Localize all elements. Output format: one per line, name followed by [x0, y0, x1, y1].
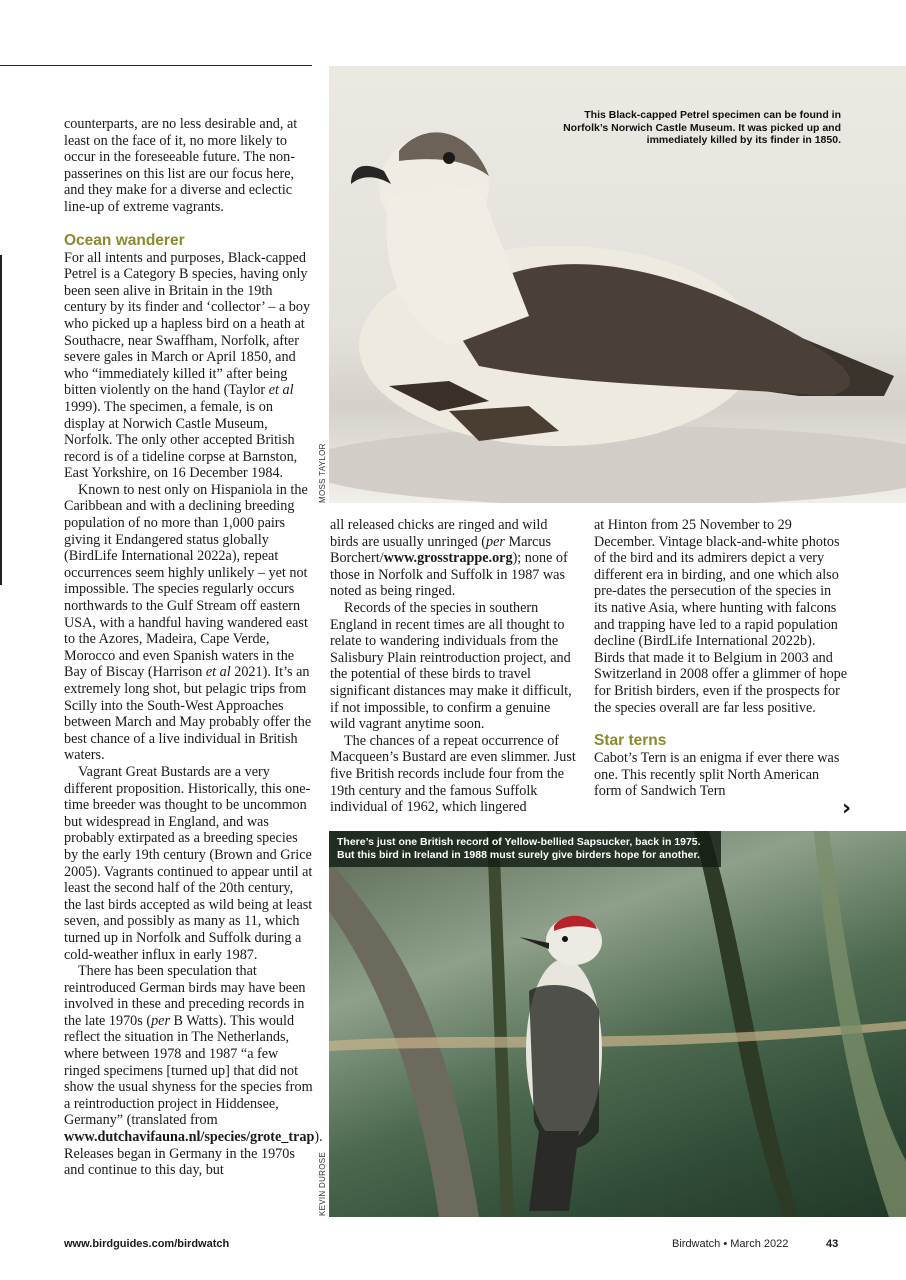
- top-rule: [0, 65, 312, 66]
- paragraph: The chances of a repeat occurrence of Macqueen’s Bustard are even slimmer. Just five British records include four from the 19th century and the famous Suffolk individual of 1962, which lingered: [330, 732, 576, 816]
- paragraph: at Hinton from 25 November to 29 December. Vintage black-and-white photos of the bird and its admirers depict a very different era in birding, and one which also pre-dates the persecution of the species in its native Asia, where hunting with falcons and trapping have led to a rapid population decline (BirdLife International 2022b). Birds that made it to Belgium in 2003 and Switzerland in 2008 offer a glimmer of hope for British birders, even if the prospects for the species overall are far less positive.: [594, 517, 848, 716]
- paragraph: Records of the species in southern England in recent times are all thought to relate to wandering individuals from the Salisbury Plain reintroduction project, and the potential of these birds to travel significant distances may make it difficult, if not impossible, to confirm a genuine wild vagrant anytime soon.: [330, 599, 572, 733]
- paragraph: counterparts, are no less desirable and, at least on the face of it, no more likely to occur in the foreseeable future. The non-passerines on this list are our focus here, and they make for a diverse and eclectic line-up of extreme vagrants.: [64, 116, 298, 215]
- page-number: 43: [826, 1238, 839, 1250]
- photo-credit: MOSS TAYLOR: [318, 443, 327, 503]
- black-capped-petrel-photo: [329, 66, 906, 503]
- sapsucker-illustration: [329, 831, 906, 1217]
- paragraph: Known to nest only on Hispaniola in the Caribbean and with a declining breeding population of no more than 1,000 pairs giving it Endangered status globally (BirdLife International 2022a), repeat occurrences seem highly unlikely – yet not impossible. The species regularly occurs northwards to the Gulf Stream off eastern USA, with a handful having wandered east to the Azores, Madeira, Cape Verde, Morocco and even Spanish waters in the Bay of Biscay (Harrison et al 2021). It’s an extremely long shot, but pelagic trips from Scilly into the South-West Approaches between March and May probably offer the best chance of a live individual in British waters.: [64, 481, 312, 764]
- dutchavifauna-link[interactable]: www.dutchavifauna.nl/species/grote_trap: [64, 1129, 315, 1146]
- chevron-right-icon[interactable]: ›: [842, 796, 852, 821]
- photo-caption: This Black-capped Petrel specimen can be found in Norfolk’s Norwich Castle Museum. It was picked up and immediately killed by its finder in 1850.: [563, 109, 841, 146]
- subheading-ocean-wanderer: Ocean wanderer: [64, 231, 185, 249]
- paragraph: all released chicks are ringed and wild birds are usually unringed (per Marcus Borchert/www.grosstrappe.org); none of those in Norfolk and Suffolk in 1987 was noted as being ringed.: [330, 517, 568, 600]
- article-column-2: [330, 517, 576, 816]
- paragraph: Cabot’s Tern is an enigma if ever there was one. This recently split North American form of Sandwich Tern: [594, 750, 840, 800]
- paragraph: Vagrant Great Bustards are a very different proposition. Historically, this one-time breeder was thought to be uncommon but widespread in England, and was probably extirpated as a breeding species by the early 19th century (Brown and Grice 2005). Vagrants continued to appear until at least the second half of the 20th century, the last birds accepted as wild being at least seven, and possibly as many as 11, which turned up in Norfolk and Suffolk during a cold-weather influx in early 1987.: [64, 763, 313, 963]
- footer-magazine-issue: Birdwatch • March 2022: [672, 1238, 789, 1250]
- margin-rule: [0, 255, 2, 585]
- article-column-3: [594, 517, 848, 800]
- photo-caption: There’s just one British record of Yellow-bellied Sapsucker, back in 1975. But this bird in Ireland in 1988 must surely give birders hope for another.: [329, 831, 721, 867]
- paragraph: For all intents and purposes, Black-capped Petrel is a Category B species, having only been seen alive in Britain in the 19th century by its finder and ‘collector’ – a boy who picked up a hapless bird on a heath at Southacre, near Swaffham, Norfolk, after severe gales in March or April 1850, and who “immediately killed it” after being bitten violently on the hand (Taylor et al 1999). The specimen, a female, is on display at Norwich Castle Museum, Norfolk. The only other accepted British record is of a tideline corpse at Barnston, East Yorkshire, on 16 December 1984.: [64, 249, 311, 482]
- photo-credit: KEVIN DUROSE: [318, 1151, 327, 1216]
- subheading-star-terns: Star terns: [594, 732, 667, 750]
- yellow-bellied-sapsucker-photo: [329, 831, 906, 1217]
- paragraph: There has been speculation that reintroduced German birds may have been involved in these and preceding records in the late 1970s (per B Watts). This would reflect the situation in The Netherlands, where between 1978 and 1987 “a few ringed specimens [turned up] that did not show the usual shyness for the species from a reintroduction project in Hiddensee, Germany” (translated from www.dutchavifauna.nl/species/grote_trap). Releases began in Germany in the 1970s and continue to this day, but: [64, 963, 323, 1179]
- footer-website[interactable]: www.birdguides.com/birdwatch: [64, 1238, 230, 1250]
- grosstrappe-link[interactable]: www.grosstrappe.org: [383, 550, 513, 567]
